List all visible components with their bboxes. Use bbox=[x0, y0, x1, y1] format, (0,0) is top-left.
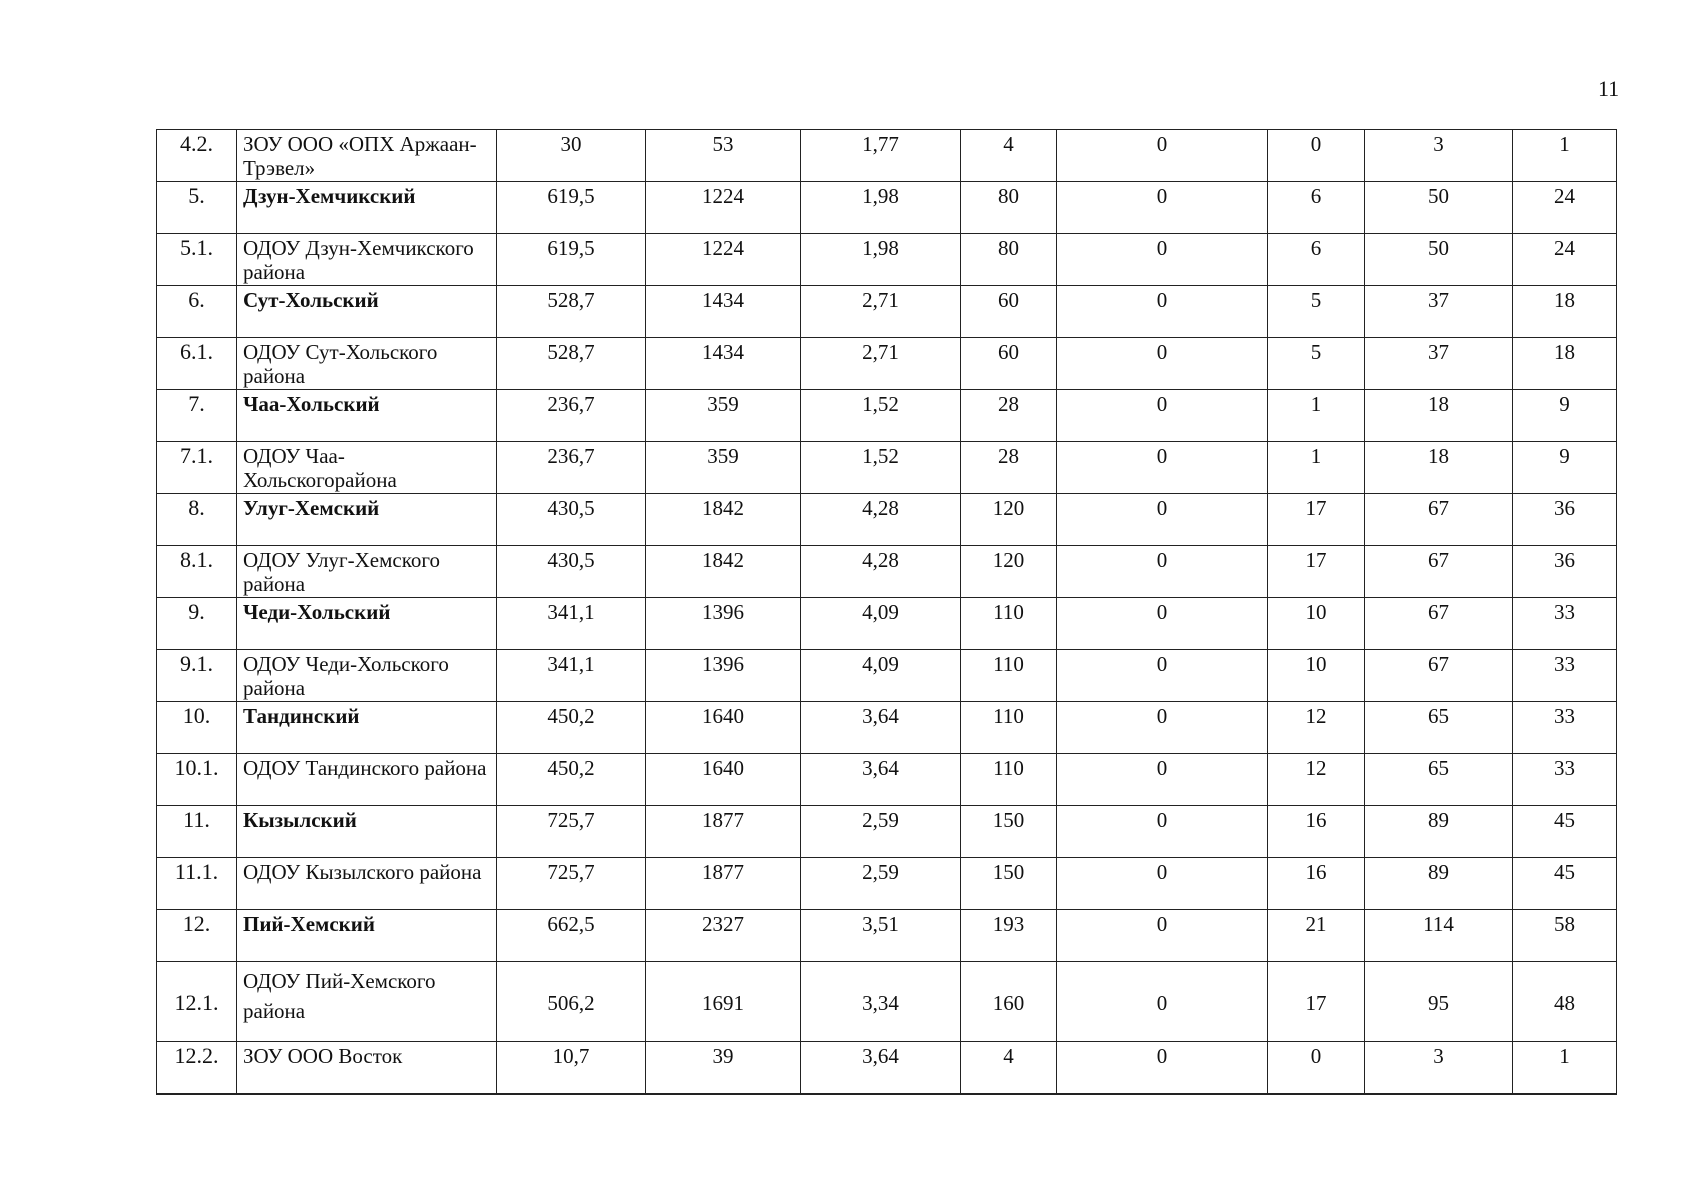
row-value-6: 6 bbox=[1268, 182, 1365, 234]
row-name: ЗОУ ООО Восток bbox=[237, 1042, 497, 1094]
table-row bbox=[157, 702, 1617, 754]
table-row bbox=[157, 650, 1617, 702]
table-row bbox=[157, 286, 1617, 338]
table-row bbox=[157, 442, 1617, 494]
row-value-3: 2,71 bbox=[801, 338, 961, 390]
table-row bbox=[157, 962, 1617, 1042]
row-value-6: 12 bbox=[1268, 702, 1365, 754]
row-number: 10.1. bbox=[157, 754, 237, 806]
row-value-7: 50 bbox=[1365, 234, 1513, 286]
row-value-7: 3 bbox=[1365, 1042, 1513, 1094]
row-value-8: 36 bbox=[1513, 546, 1617, 598]
row-value-6: 17 bbox=[1268, 494, 1365, 546]
row-value-1: 528,7 bbox=[497, 338, 646, 390]
row-value-3: 1,98 bbox=[801, 234, 961, 286]
row-value-5: 0 bbox=[1057, 494, 1268, 546]
row-name: Чаа-Хольский bbox=[237, 390, 497, 442]
row-name: Дзун-Хемчикский bbox=[237, 182, 497, 234]
row-name: ОДОУ Чаа-Хольскогорайона bbox=[237, 442, 497, 494]
row-value-6: 17 bbox=[1268, 546, 1365, 598]
row-value-8: 24 bbox=[1513, 182, 1617, 234]
row-value-2: 1842 bbox=[646, 546, 801, 598]
row-value-7: 67 bbox=[1365, 650, 1513, 702]
row-value-2: 39 bbox=[646, 1042, 801, 1094]
row-value-4: 120 bbox=[961, 546, 1057, 598]
row-value-4: 110 bbox=[961, 650, 1057, 702]
row-value-1: 450,2 bbox=[497, 754, 646, 806]
row-value-7: 67 bbox=[1365, 494, 1513, 546]
row-value-5: 0 bbox=[1057, 390, 1268, 442]
row-value-5: 0 bbox=[1057, 286, 1268, 338]
row-name: ОДОУ Пий-Хемского района bbox=[237, 962, 497, 1042]
row-value-1: 236,7 bbox=[497, 442, 646, 494]
row-value-4: 193 bbox=[961, 910, 1057, 962]
row-value-7: 37 bbox=[1365, 286, 1513, 338]
row-number: 8. bbox=[157, 494, 237, 546]
row-value-1: 236,7 bbox=[497, 390, 646, 442]
row-value-1: 10,7 bbox=[497, 1042, 646, 1094]
row-name: Сут-Хольский bbox=[237, 286, 497, 338]
row-value-2: 1842 bbox=[646, 494, 801, 546]
row-value-1: 528,7 bbox=[497, 286, 646, 338]
row-value-5: 0 bbox=[1057, 754, 1268, 806]
row-value-6: 21 bbox=[1268, 910, 1365, 962]
table-row bbox=[157, 858, 1617, 910]
table-row bbox=[157, 754, 1617, 806]
row-value-6: 6 bbox=[1268, 234, 1365, 286]
row-value-7: 18 bbox=[1365, 390, 1513, 442]
row-value-5: 0 bbox=[1057, 806, 1268, 858]
row-value-8: 45 bbox=[1513, 858, 1617, 910]
row-value-3: 3,64 bbox=[801, 754, 961, 806]
row-value-7: 37 bbox=[1365, 338, 1513, 390]
row-value-5: 0 bbox=[1057, 650, 1268, 702]
row-value-2: 2327 bbox=[646, 910, 801, 962]
row-value-8: 33 bbox=[1513, 650, 1617, 702]
row-value-1: 450,2 bbox=[497, 702, 646, 754]
row-name: ОДОУ Чеди-Хольского района bbox=[237, 650, 497, 702]
row-value-5: 0 bbox=[1057, 338, 1268, 390]
row-number: 7.1. bbox=[157, 442, 237, 494]
row-value-4: 110 bbox=[961, 598, 1057, 650]
row-value-1: 341,1 bbox=[497, 650, 646, 702]
row-number: 4.2. bbox=[157, 130, 237, 182]
row-value-2: 359 bbox=[646, 442, 801, 494]
row-value-2: 1877 bbox=[646, 806, 801, 858]
row-value-3: 2,59 bbox=[801, 806, 961, 858]
row-number: 9. bbox=[157, 598, 237, 650]
row-name: Тандинский bbox=[237, 702, 497, 754]
row-name: Кызылский bbox=[237, 806, 497, 858]
row-number: 5.1. bbox=[157, 234, 237, 286]
row-value-6: 16 bbox=[1268, 806, 1365, 858]
row-value-8: 58 bbox=[1513, 910, 1617, 962]
row-value-7: 114 bbox=[1365, 910, 1513, 962]
row-value-3: 4,28 bbox=[801, 546, 961, 598]
row-value-2: 1224 bbox=[646, 182, 801, 234]
row-value-3: 2,71 bbox=[801, 286, 961, 338]
row-value-4: 150 bbox=[961, 806, 1057, 858]
row-value-5: 0 bbox=[1057, 182, 1268, 234]
row-number: 8.1. bbox=[157, 546, 237, 598]
row-value-5: 0 bbox=[1057, 702, 1268, 754]
table-row bbox=[157, 130, 1617, 182]
row-number: 7. bbox=[157, 390, 237, 442]
row-value-4: 28 bbox=[961, 390, 1057, 442]
row-value-4: 60 bbox=[961, 286, 1057, 338]
row-name: Улуг-Хемский bbox=[237, 494, 497, 546]
row-name: Чеди-Хольский bbox=[237, 598, 497, 650]
row-value-1: 662,5 bbox=[497, 910, 646, 962]
row-value-8: 33 bbox=[1513, 702, 1617, 754]
row-value-5: 0 bbox=[1057, 910, 1268, 962]
table-row bbox=[157, 910, 1617, 962]
row-number: 9.1. bbox=[157, 650, 237, 702]
row-value-6: 10 bbox=[1268, 598, 1365, 650]
table-row bbox=[157, 494, 1617, 546]
row-value-2: 1877 bbox=[646, 858, 801, 910]
row-value-2: 1434 bbox=[646, 286, 801, 338]
row-value-7: 67 bbox=[1365, 546, 1513, 598]
row-value-3: 3,64 bbox=[801, 1042, 961, 1094]
row-value-7: 18 bbox=[1365, 442, 1513, 494]
row-value-8: 36 bbox=[1513, 494, 1617, 546]
row-value-7: 65 bbox=[1365, 702, 1513, 754]
row-value-7: 95 bbox=[1365, 962, 1513, 1042]
row-value-4: 160 bbox=[961, 962, 1057, 1042]
row-value-1: 506,2 bbox=[497, 962, 646, 1042]
row-value-8: 18 bbox=[1513, 286, 1617, 338]
row-value-6: 0 bbox=[1268, 130, 1365, 182]
row-value-8: 48 bbox=[1513, 962, 1617, 1042]
row-value-1: 725,7 bbox=[497, 806, 646, 858]
row-value-6: 12 bbox=[1268, 754, 1365, 806]
row-value-7: 89 bbox=[1365, 858, 1513, 910]
row-value-5: 0 bbox=[1057, 1042, 1268, 1094]
row-value-3: 1,52 bbox=[801, 390, 961, 442]
row-number: 11. bbox=[157, 806, 237, 858]
row-value-5: 0 bbox=[1057, 234, 1268, 286]
row-value-5: 0 bbox=[1057, 442, 1268, 494]
table-row bbox=[157, 182, 1617, 234]
row-number: 12. bbox=[157, 910, 237, 962]
row-value-2: 1691 bbox=[646, 962, 801, 1042]
row-value-5: 0 bbox=[1057, 858, 1268, 910]
row-value-5: 0 bbox=[1057, 598, 1268, 650]
row-name: ОДОУ Кызылского района bbox=[237, 858, 497, 910]
row-number: 12.1. bbox=[157, 962, 237, 1042]
row-value-1: 430,5 bbox=[497, 546, 646, 598]
row-value-1: 619,5 bbox=[497, 234, 646, 286]
table-body bbox=[157, 130, 1617, 1094]
row-value-8: 45 bbox=[1513, 806, 1617, 858]
row-number: 5. bbox=[157, 182, 237, 234]
row-value-7: 67 bbox=[1365, 598, 1513, 650]
row-value-3: 3,51 bbox=[801, 910, 961, 962]
row-value-7: 3 bbox=[1365, 130, 1513, 182]
row-value-8: 9 bbox=[1513, 442, 1617, 494]
row-value-4: 120 bbox=[961, 494, 1057, 546]
row-value-6: 5 bbox=[1268, 338, 1365, 390]
row-value-8: 1 bbox=[1513, 1042, 1617, 1094]
row-value-3: 3,64 bbox=[801, 702, 961, 754]
row-number: 11.1. bbox=[157, 858, 237, 910]
row-name: ЗОУ ООО «ОПХ Аржаан-Трэвел» bbox=[237, 130, 497, 182]
row-value-5: 0 bbox=[1057, 130, 1268, 182]
row-value-6: 1 bbox=[1268, 442, 1365, 494]
row-value-1: 725,7 bbox=[497, 858, 646, 910]
row-value-3: 4,09 bbox=[801, 598, 961, 650]
row-value-4: 110 bbox=[961, 754, 1057, 806]
row-value-4: 110 bbox=[961, 702, 1057, 754]
row-value-6: 10 bbox=[1268, 650, 1365, 702]
row-value-5: 0 bbox=[1057, 962, 1268, 1042]
row-number: 10. bbox=[157, 702, 237, 754]
row-name: ОДОУ Улуг-Хемского района bbox=[237, 546, 497, 598]
table-row bbox=[157, 390, 1617, 442]
row-value-5: 0 bbox=[1057, 546, 1268, 598]
row-value-7: 89 bbox=[1365, 806, 1513, 858]
row-value-3: 4,28 bbox=[801, 494, 961, 546]
row-value-3: 3,34 bbox=[801, 962, 961, 1042]
row-value-1: 619,5 bbox=[497, 182, 646, 234]
row-number: 12.2. bbox=[157, 1042, 237, 1094]
row-value-1: 341,1 bbox=[497, 598, 646, 650]
row-value-7: 50 bbox=[1365, 182, 1513, 234]
row-value-1: 430,5 bbox=[497, 494, 646, 546]
table-row bbox=[157, 338, 1617, 390]
row-value-2: 1640 bbox=[646, 702, 801, 754]
row-name: ОДОУ Сут-Хольского района bbox=[237, 338, 497, 390]
row-value-8: 1 bbox=[1513, 130, 1617, 182]
row-value-6: 0 bbox=[1268, 1042, 1365, 1094]
row-value-8: 24 bbox=[1513, 234, 1617, 286]
row-value-2: 1396 bbox=[646, 598, 801, 650]
table-row bbox=[157, 1042, 1617, 1094]
row-value-2: 359 bbox=[646, 390, 801, 442]
district-table bbox=[156, 129, 1617, 1095]
row-value-6: 1 bbox=[1268, 390, 1365, 442]
row-value-4: 150 bbox=[961, 858, 1057, 910]
row-name: ОДОУ Дзун-Хемчикского района bbox=[237, 234, 497, 286]
row-value-2: 1224 bbox=[646, 234, 801, 286]
row-value-2: 53 bbox=[646, 130, 801, 182]
row-value-3: 4,09 bbox=[801, 650, 961, 702]
row-value-6: 16 bbox=[1268, 858, 1365, 910]
row-value-8: 33 bbox=[1513, 598, 1617, 650]
row-value-3: 1,98 bbox=[801, 182, 961, 234]
row-value-4: 28 bbox=[961, 442, 1057, 494]
row-value-4: 80 bbox=[961, 182, 1057, 234]
row-number: 6.1. bbox=[157, 338, 237, 390]
table-row bbox=[157, 546, 1617, 598]
row-value-2: 1396 bbox=[646, 650, 801, 702]
table-row bbox=[157, 806, 1617, 858]
row-name: Пий-Хемский bbox=[237, 910, 497, 962]
row-value-4: 60 bbox=[961, 338, 1057, 390]
row-value-4: 4 bbox=[961, 130, 1057, 182]
row-value-6: 5 bbox=[1268, 286, 1365, 338]
page-number: 11 bbox=[1598, 76, 1620, 101]
row-number: 6. bbox=[157, 286, 237, 338]
row-value-6: 17 bbox=[1268, 962, 1365, 1042]
row-value-8: 33 bbox=[1513, 754, 1617, 806]
row-value-8: 18 bbox=[1513, 338, 1617, 390]
table-row bbox=[157, 598, 1617, 650]
table-row bbox=[157, 234, 1617, 286]
row-value-3: 2,59 bbox=[801, 858, 961, 910]
row-value-2: 1434 bbox=[646, 338, 801, 390]
row-name: ОДОУ Тандинского района bbox=[237, 754, 497, 806]
row-value-4: 80 bbox=[961, 234, 1057, 286]
row-value-2: 1640 bbox=[646, 754, 801, 806]
row-value-7: 65 bbox=[1365, 754, 1513, 806]
row-value-8: 9 bbox=[1513, 390, 1617, 442]
row-value-4: 4 bbox=[961, 1042, 1057, 1094]
row-value-3: 1,52 bbox=[801, 442, 961, 494]
row-value-3: 1,77 bbox=[801, 130, 961, 182]
row-value-1: 30 bbox=[497, 130, 646, 182]
